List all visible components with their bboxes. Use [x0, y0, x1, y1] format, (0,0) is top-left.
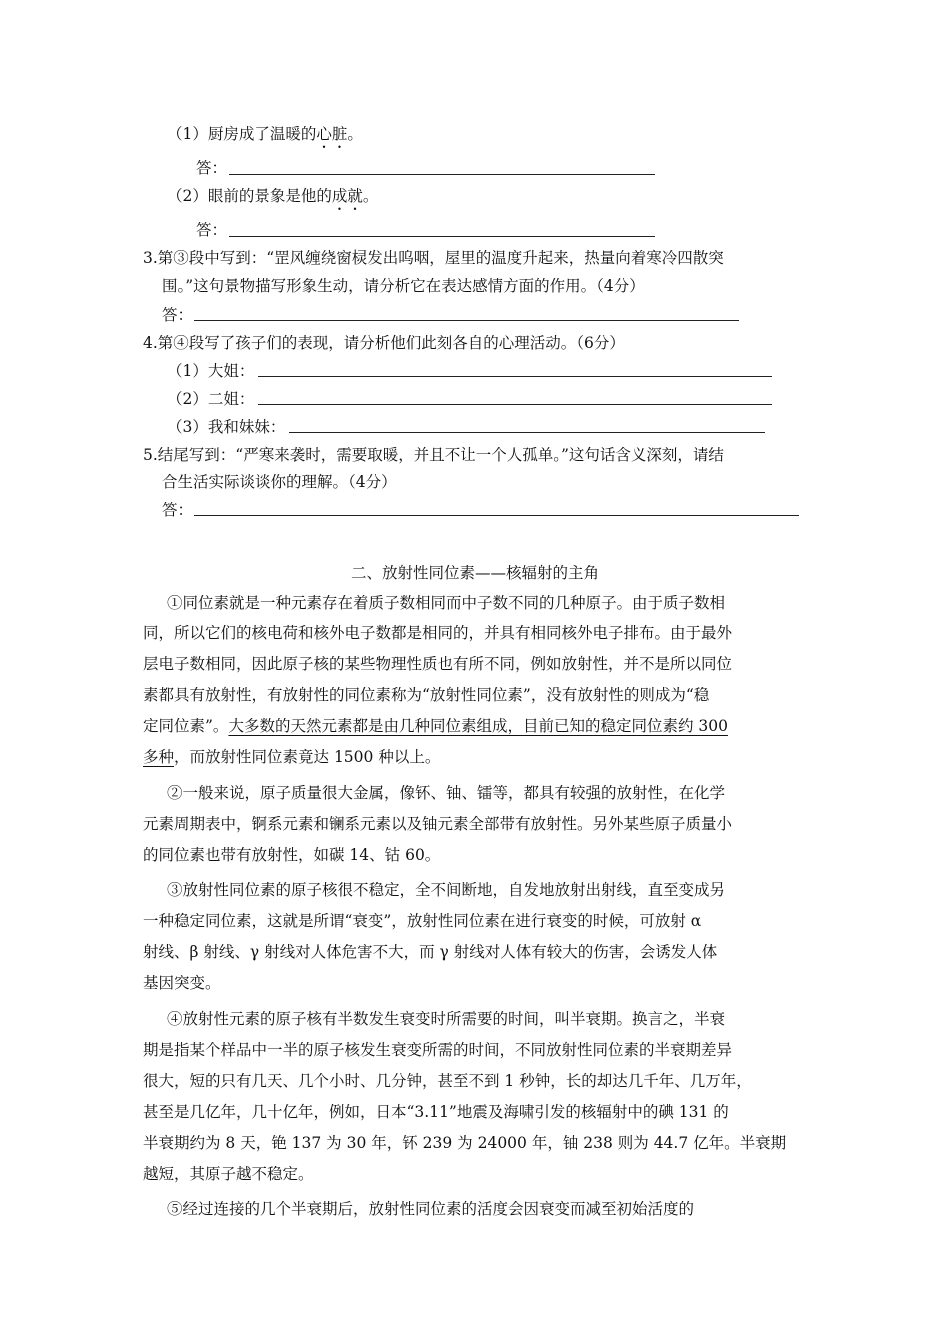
p1-l5-plain: 定同位素”。: [143, 717, 229, 735]
q4-sub3: （3）我和妹妹：: [167, 418, 286, 436]
q5-line2: 合生活实际谈谈你的理解。（4分）: [162, 473, 397, 491]
q3-answer-blank[interactable]: [194, 320, 739, 321]
p4-line: 越短，其原子越不稳定。: [143, 1165, 314, 1183]
p1-line: 素都具有放射性，有放射性的同位素称为“放射性同位素”，没有放射性的则成为“稳: [143, 686, 710, 704]
p3-line: ③放射性同位素的原子核很不稳定，全不间断地，自发地放射出射线，直至变成另: [167, 881, 726, 899]
p4-line: 期是指某个样品中一半的原子核发生衰变所需的时间，不同放射性同位素的半衰期差异: [143, 1041, 733, 1059]
p4-line: 很大，短的只有几天、几个小时、几分钟，甚至不到 1 秒钟，长的却达几千年、几万年，: [143, 1072, 752, 1090]
q4-sub2: （2）二姐：: [167, 390, 255, 408]
q2-sub2-answer-blank[interactable]: [229, 236, 655, 237]
q2-sub1: [167, 124, 363, 152]
q4-sub1: （1）大姐：: [167, 362, 255, 380]
q5-answer-blank[interactable]: [194, 515, 799, 516]
q5-answer-label: 答：: [162, 501, 194, 519]
q2-sub1-emphasis: 心脏: [316, 125, 348, 143]
q2-sub2: [167, 186, 378, 214]
q4-sub3-blank[interactable]: [289, 432, 765, 433]
q2-sub1-text: （1）厨房成了温暖的: [167, 125, 317, 143]
q4-sub1-blank[interactable]: [258, 376, 772, 377]
p1-l5-underlined: 大多数的天然元素都是由几种同位素组成，目前已知的稳定同位素约 300: [228, 717, 728, 735]
q3-line2: 围。”这句景物描写形象生动，请分析它在表达感情方面的作用。（4分）: [162, 277, 645, 295]
p2-line: 元素周期表中，锕系元素和镧系元素以及铀元素全部带有放射性。另外某些原子质量小: [143, 815, 733, 833]
p3-line: 射线、β 射线、γ 射线对人体危害不大，而 γ 射线对人体有较大的伤害，会诱发人体: [143, 943, 718, 961]
p4-line: 半衰期约为 8 天，铯 137 为 30 年，钚 239 为 24000 年，铀 238 则为 44.7 亿年。半衰期: [143, 1134, 787, 1152]
q2-sub1-answer-blank[interactable]: [229, 174, 655, 175]
q3-line1: 3.第③段中写到：“罡风缠绕窗棂发出呜咽，屋里的温度升起来，热量向着寒冷四散突: [143, 249, 724, 267]
p1-line: 同，所以它们的核电荷和核外电子数都是相同的，并具有相同核外电子排布。由于最外: [143, 624, 733, 642]
article-title: 二、放射性同位素——核辐射的主角: [350, 564, 599, 582]
q2-sub1-answer-label: 答：: [196, 159, 228, 177]
p1-line: [143, 716, 728, 736]
q5-line1: 5.结尾写到：“严寒来袭时，需要取暖，并且不让一个人孤单。”这句话含义深刻，请结: [143, 446, 724, 464]
q2-sub2-emphasis: 成就: [331, 187, 363, 205]
p4-line: ④放射性元素的原子核有半数发生衰变时所需要的时间，叫半衰期。换言之，半衰: [167, 1010, 726, 1028]
q2-sub2-text: （2）眼前的景象是他的: [167, 187, 332, 205]
p2-line: 的同位素也带有放射性，如碳 14、钴 60。: [143, 846, 441, 864]
q3-answer-label: 答：: [162, 306, 194, 324]
q2-sub2-end: 。: [362, 187, 379, 205]
q2-sub1-end: 。: [347, 125, 363, 143]
p5-line: ⑤经过连接的几个半衰期后，放射性同位素的活度会因衰变而减至初始活度的: [167, 1200, 695, 1218]
p4-line: 甚至是几亿年，几十亿年，例如，日本“3.11”地震及海啸引发的核辐射中的碘 131 的: [143, 1103, 729, 1121]
p3-line: 一种稳定同位素，这就是所谓“衰变”，放射性同位素在进行衰变的时候，可放射 α: [143, 912, 702, 930]
q2-sub2-answer-label: 答：: [196, 221, 228, 239]
p1-l6-underlined: 多种: [143, 748, 175, 766]
p3-line: 基因突变。: [143, 974, 221, 992]
p1-line: [143, 747, 440, 767]
q4-sub2-blank[interactable]: [258, 404, 772, 405]
p2-line: ②一般来说，原子质量很大金属，像钚、铀、镭等，都具有较强的放射性，在化学: [167, 784, 726, 802]
p1-l6-plain: ，而放射性同位素竟达 1500 种以上。: [174, 748, 441, 766]
p1-line: ①同位素就是一种元素存在着质子数相同而中子数不同的几种原子。由于质子数相: [167, 594, 726, 612]
p1-line: 层电子数相同，因此原子核的某些物理性质也有所不同，例如放射性，并不是所以同位: [143, 655, 733, 673]
q4-line1: 4.第④段写了孩子们的表现，请分析他们此刻各自的心理活动。（6分）: [143, 334, 625, 352]
